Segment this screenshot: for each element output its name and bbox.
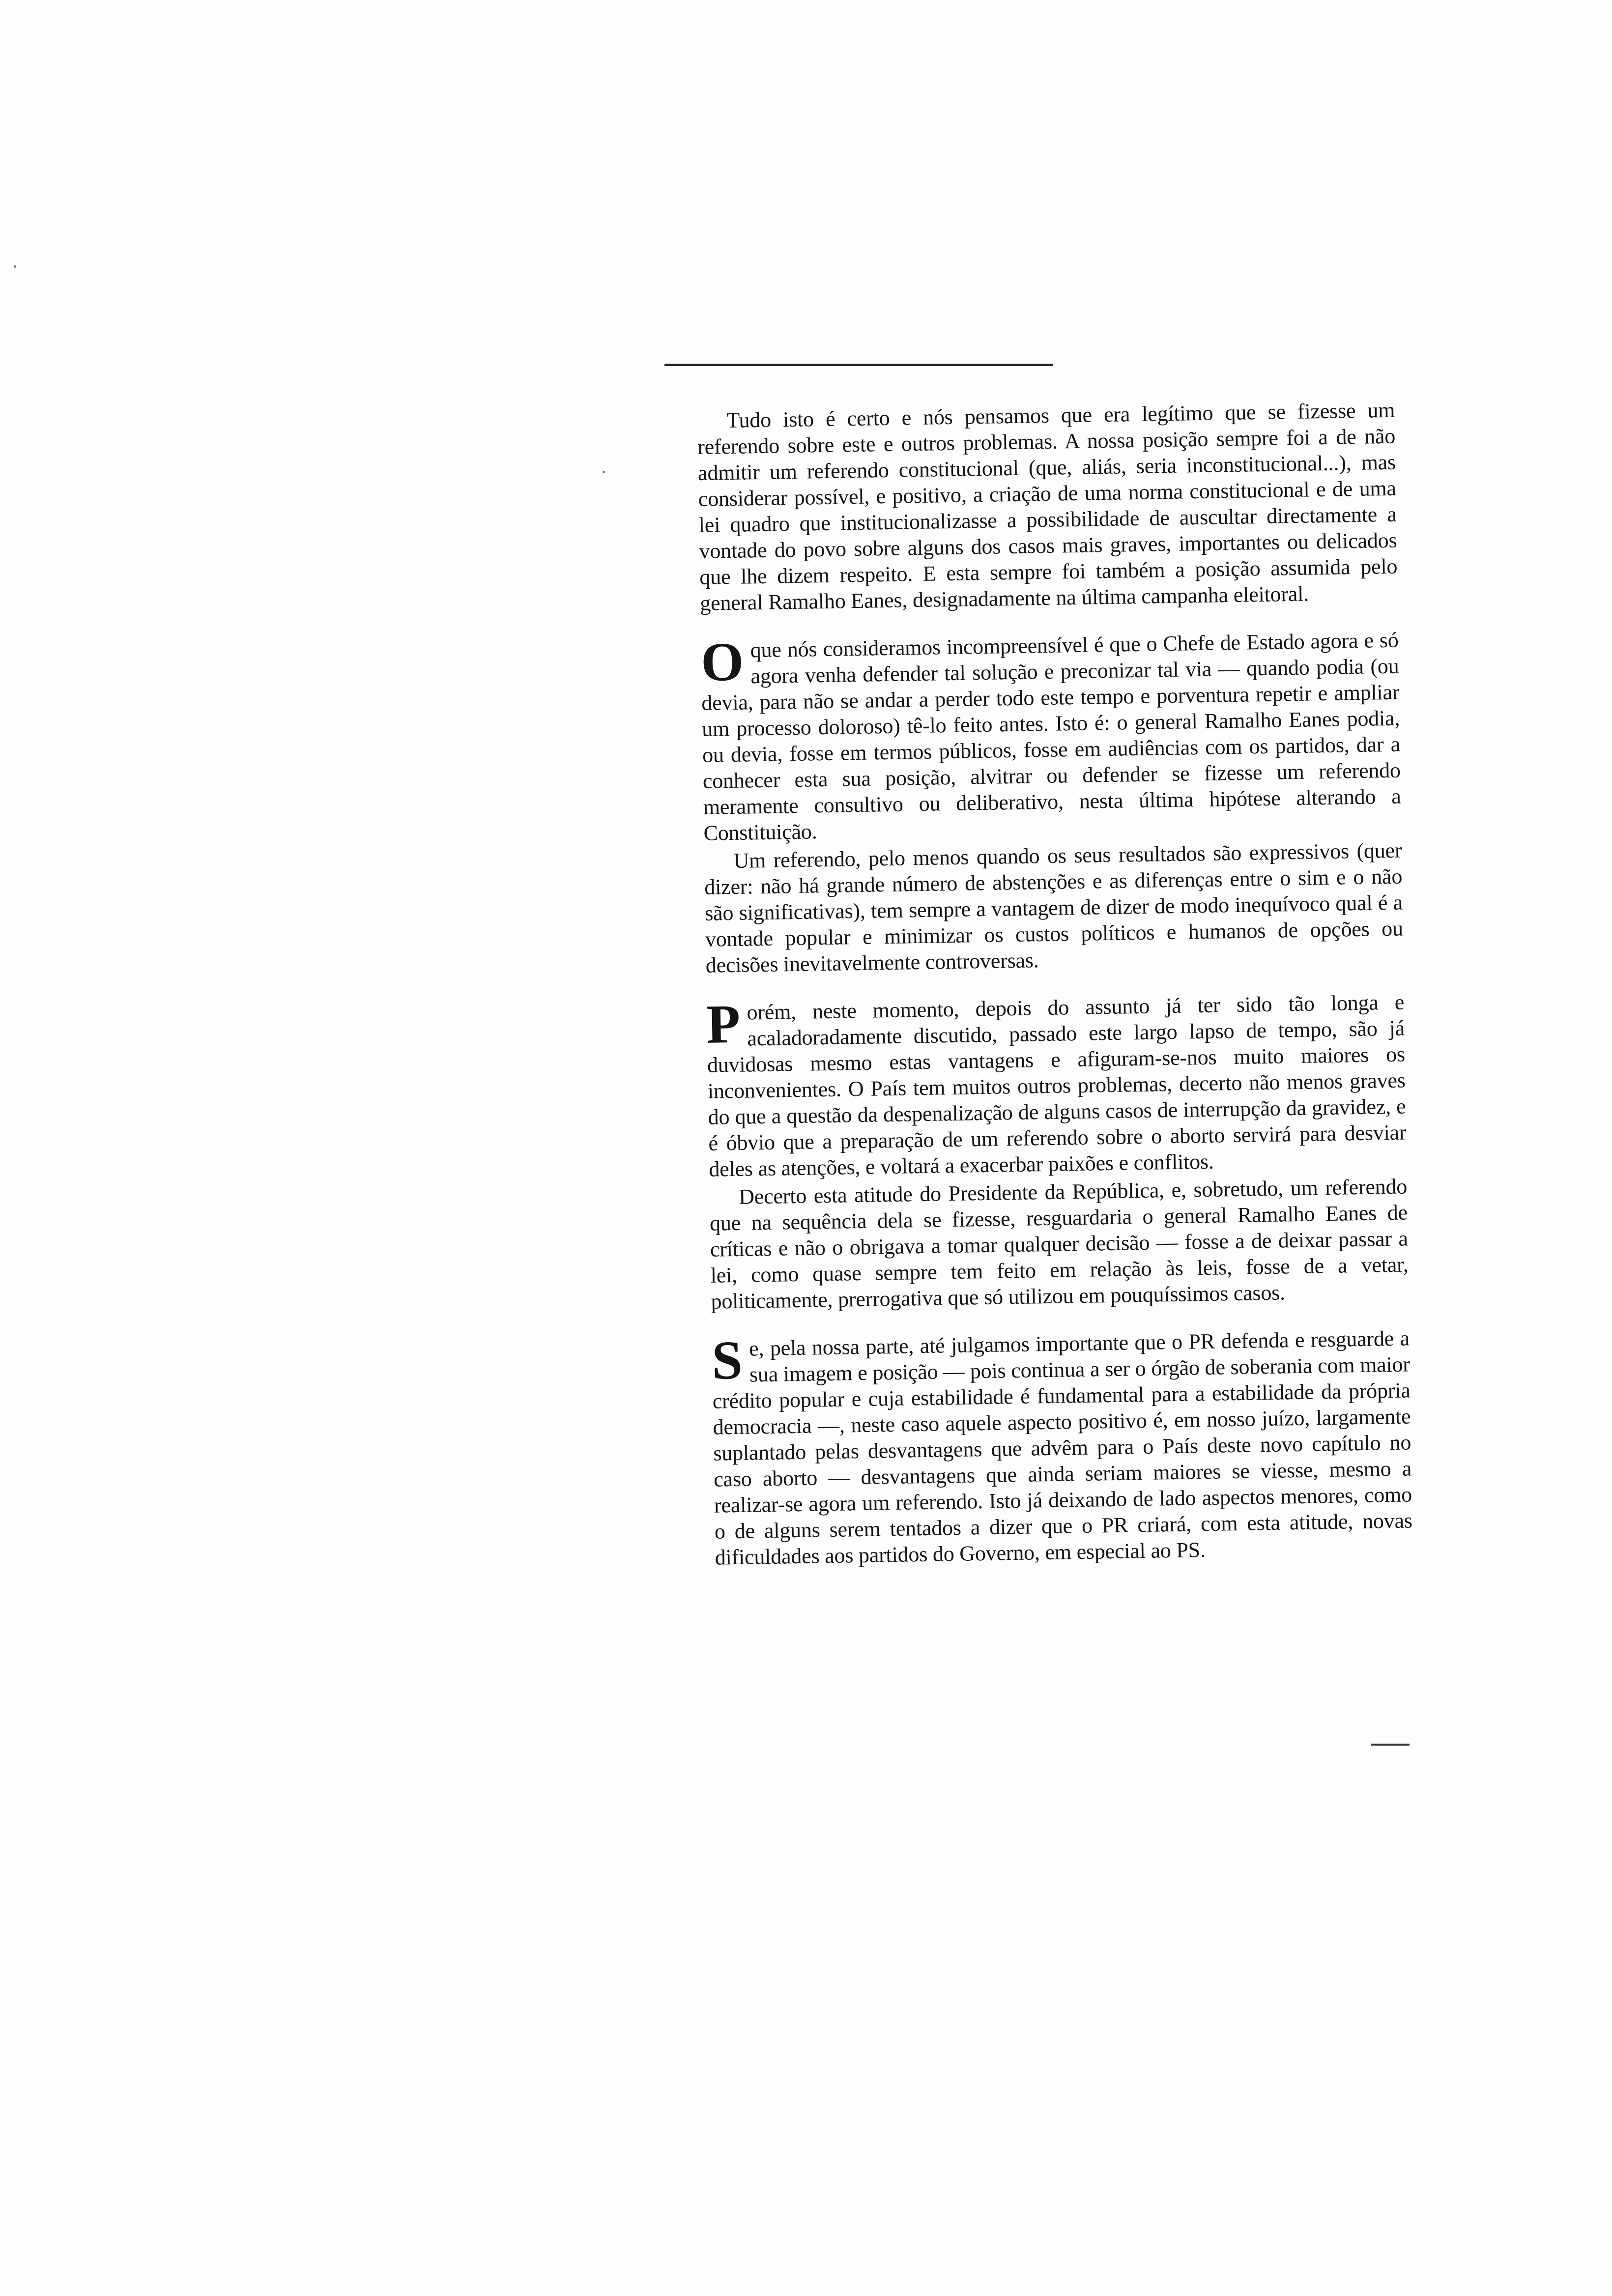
paragraph-4: [706, 989, 1407, 1182]
top-divider-rule: [664, 364, 1053, 366]
scan-speck: [14, 265, 16, 268]
paragraph-1: [697, 397, 1398, 616]
end-rule: [1371, 1744, 1410, 1746]
paragraph-3: [704, 837, 1404, 978]
scan-speck: [603, 471, 605, 473]
paragraph-6-text: e, pela nossa parte, até julgamos importante que o PR defenda e resguarde a sua imagem e posição — pois continua a ser o órgão de soberania com maior crédito popular e cuja estabilidade é fundamental para a estabilidade da própria democracia —, neste caso aquele aspecto positivo é, em nosso juízo, largamente suplantado pelas desvantagens que advêm para o País deste novo capítulo no caso aborto — desvantagens que ainda seriam maiores se viesse, mesmo a realizar-se agora um referendo. Isto já deixando de lado aspectos menores, como o de alguns serem tentados a dizer que o PR criará, com esta atitude, novas dificuldades aos partidos do Governo, em especial ao PS.: [712, 1326, 1413, 1570]
paragraph-1-text: Tudo isto é certo e nós pensamos que era legítimo que se fizesse um referendo sobre este e outros problemas. A nossa posição sempre foi a de não admitir um referendo constitucional (que, aliás, seria inconstitucional...), mas considerar possível, e positivo, a criação de uma norma constitucional e de uma lei quadro que institucionalizasse a possibilidade de auscultar directamente a vontade do povo sobre alguns dos casos mais graves, importantes ou delicados que lhe dizem respeito. E esta sempre foi também a posição assumida pelo general Ramalho Eanes, designadamente na última campanha eleitoral.: [697, 398, 1398, 615]
drop-cap-p: P: [706, 993, 741, 1055]
drop-cap-s: S: [711, 1329, 743, 1391]
article-body: [697, 397, 1413, 1571]
paragraph-5: [709, 1174, 1409, 1315]
paragraph-2-text: que nós consideramos incompreensível é que o Chefe de Estado agora e só agora venha defender tal solução e preconizar tal via — quando podia (ou devia, para não se andar a perder todo este tempo e porventura repetir e ampliar um processo doloroso) tê-lo feito antes. Isto é: o general Ramalho Eanes podia, ou devia, fosse em termos públicos, fosse em audiências com os partidos, dar a conhecer esta sua posição, alvitrar ou defender se fizesse um referendo meramente consultivo ou deliberativo, nesta última hipótese alterando a Constituição.: [701, 628, 1401, 845]
paragraph-5-text: Decerto esta atitude do Presidente da República, e, sobretudo, um referendo que na sequência dela se fizesse, resguardaria o general Ramalho Eanes de críticas e não o obrigava a tomar qualquer decisão — fosse a de deixar passar a lei, como quase sempre tem feito em relação às leis, fosse de a vetar, politicamente, prerrogativa que só utilizou em pouquíssimos casos.: [709, 1174, 1409, 1314]
paragraph-6: [712, 1325, 1413, 1570]
drop-cap-o: O: [700, 631, 745, 693]
paragraph-3-text: Um referendo, pelo menos quando os seus resultados são expressivos (quer dizer: não há grande número de abstenções e as diferenças entre o sim e o não são significativas), tem sempre a vantagem de dizer de modo inequívoco qual é a vontade popular e minimizar os custos políticos e humanos de opções ou decisões inevitavelmente controversas.: [704, 838, 1404, 977]
paragraph-2: [700, 627, 1401, 846]
paragraph-4-text: orém, neste momento, depois do assunto já ter sido tão longa e acaladoradamente discutido, passado este largo lapso de tempo, são já duvidosas mesmo estas vantagens e afiguram-se-nos muito maiores os inconvenientes. O País tem muitos outros problemas, decerto não menos graves do que a questão da despenalização de alguns casos de interrupção da gravidez, e é óbvio que a preparação de um referendo sobre o aborto servirá para desviar deles as atenções, e voltará a exacerbar paixões e conflitos.: [707, 990, 1407, 1181]
